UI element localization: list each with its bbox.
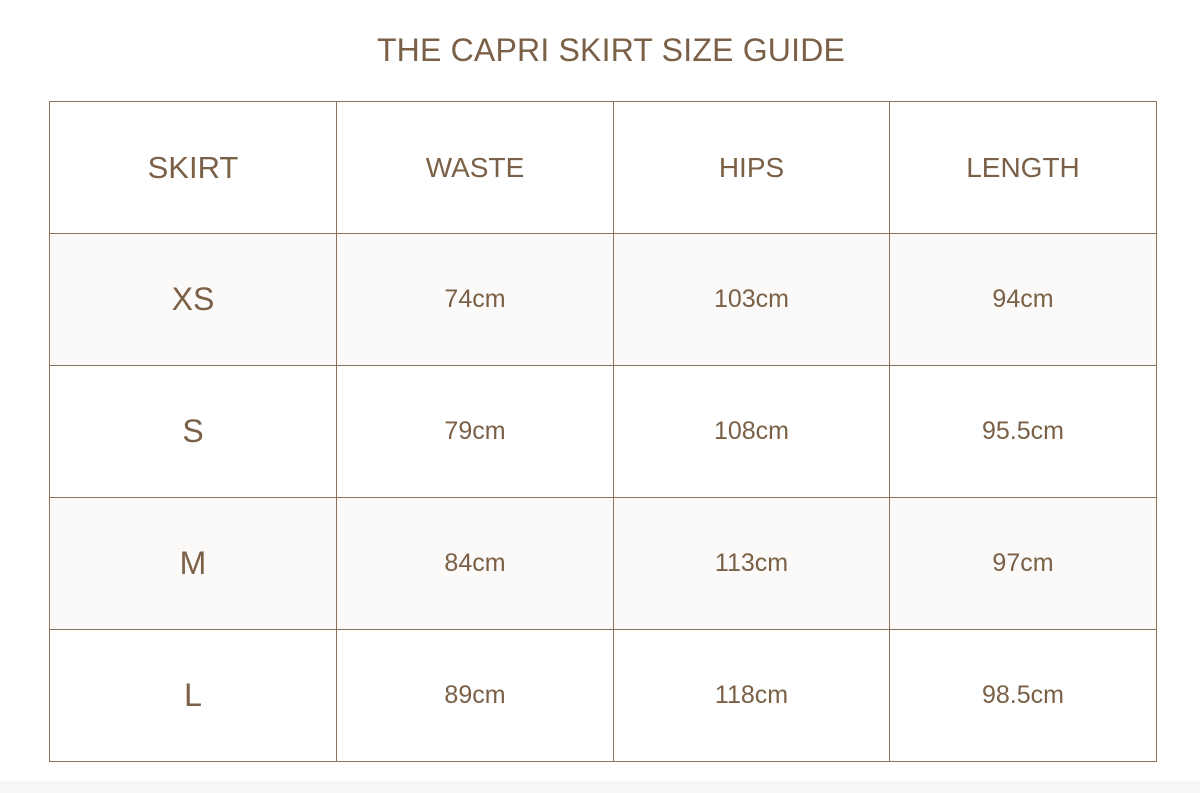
hips-cell: 103cm <box>614 234 890 366</box>
header-length: LENGTH <box>890 102 1157 234</box>
size-guide-table <box>49 101 1157 762</box>
hips-cell: 118cm <box>614 630 890 762</box>
length-cell: 94cm <box>890 234 1157 366</box>
size-cell: M <box>50 498 337 630</box>
bottom-band <box>0 781 1200 793</box>
size-cell: S <box>50 366 337 498</box>
length-cell: 97cm <box>890 498 1157 630</box>
header-waste: WASTE <box>337 102 614 234</box>
table-row <box>50 498 1157 630</box>
length-cell: 95.5cm <box>890 366 1157 498</box>
size-cell: L <box>50 630 337 762</box>
waste-cell: 74cm <box>337 234 614 366</box>
size-cell: XS <box>50 234 337 366</box>
table-row <box>50 366 1157 498</box>
waste-cell: 89cm <box>337 630 614 762</box>
table-header-row <box>50 102 1157 234</box>
hips-cell: 113cm <box>614 498 890 630</box>
waste-cell: 84cm <box>337 498 614 630</box>
length-cell: 98.5cm <box>890 630 1157 762</box>
table-row <box>50 630 1157 762</box>
header-hips: HIPS <box>614 102 890 234</box>
page-title: THE CAPRI SKIRT SIZE GUIDE <box>376 32 846 68</box>
hips-cell: 108cm <box>614 366 890 498</box>
header-skirt: SKIRT <box>50 102 337 234</box>
waste-cell: 79cm <box>337 366 614 498</box>
table-row <box>50 234 1157 366</box>
